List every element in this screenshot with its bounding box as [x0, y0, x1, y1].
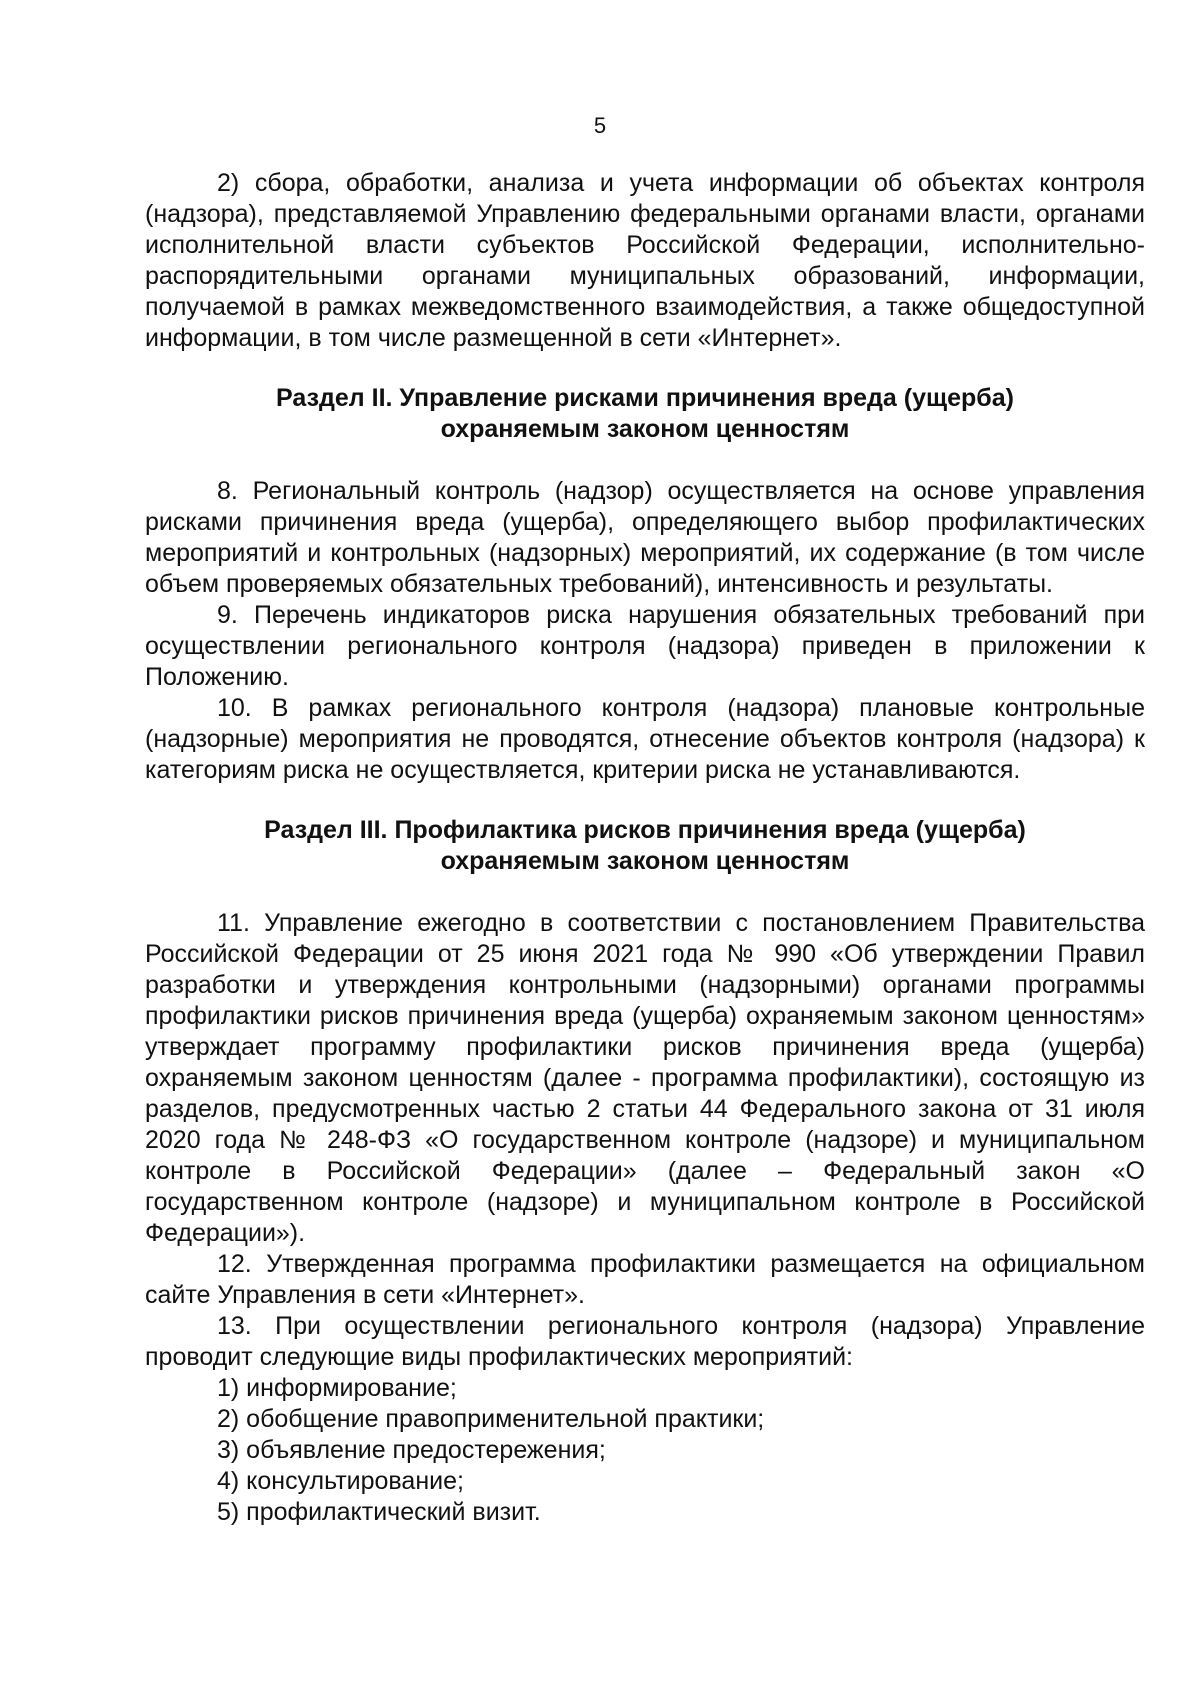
paragraph-13: 13. При осуществлении регионального контроля (надзора) Управление проводит следующие виды профилактических мероприятий:	[145, 1312, 1145, 1371]
intro-paragraph: 2) сбора, обработки, анализа и учета информации об объектах контроля (надзора), представляемой Управлению федеральными органами власти, органами исполнительной власти субъектов Российской Федерации, исполнительно-распорядительными органами муниципальных образований, информации, получаемой в рамках межведомственного взаимодействия, а также общедоступной информации, в том числе размещенной в сети «Интернет».	[145, 169, 1145, 352]
list-item-5: 5) профилактический визит.	[217, 1498, 541, 1526]
paragraph-12: 12. Утвержденная программа профилактики размещается на официальном сайте Управления в сети «Интернет».	[145, 1250, 1145, 1309]
list-item-2: 2) обобщение правоприменительной практики;	[217, 1405, 765, 1433]
paragraph-11: 11. Управление ежегодно в соответствии с постановлением Правительства Российской Федерации от 25 июня 2021 года № 990 «Об утверждении Правил разработки и утверждения контрольными (надзорными) органами программы профилактики рисков причинения вреда (ущерба) охраняемым законом ценностям» утверждает программу профилактики рисков причинения вреда (ущерба) охраняемым законом ценностям (далее - программа профилактики), состоящую из разделов, предусмотренных частью 2 статьи 44 Федерального закона от 31 июля 2020 года № 248-ФЗ «О государственном контроле (надзоре) и муниципальном контроле в Российской Федерации» (далее – Федеральный закон «О государственном контроле (надзоре) и муниципальном контроле в Российской Федерации»).	[145, 909, 1145, 1247]
section-2-title	[145, 383, 1145, 445]
section-2-title-line-2: охраняемым законом ценностям	[440, 415, 850, 443]
section-3-title-line-2: охраняемым законом ценностям	[440, 847, 850, 875]
paragraph-10: 10. В рамках регионального контроля (надзора) плановые контрольные (надзорные) мероприятия не проводятся, отнесение объектов контроля (надзора) к категориям риска не осуществляется, критерии риска не устанавливаются.	[145, 694, 1145, 784]
document-body	[145, 168, 1145, 1528]
section-2-title-line-1: Раздел II. Управление рисками причинения вреда (ущерба)	[276, 384, 1014, 412]
list-item-4: 4) консультирование;	[217, 1467, 464, 1495]
section-3-title-line-1: Раздел III. Профилактика рисков причинения вреда (ущерба)	[264, 816, 1026, 844]
list-item-1: 1) информирование;	[217, 1374, 457, 1402]
section-3-title	[145, 815, 1145, 877]
page-number: 5	[593, 113, 607, 138]
list-item-3: 3) объявление предостережения;	[217, 1436, 606, 1464]
paragraph-8: 8. Региональный контроль (надзор) осуществляется на основе управления рисками причинения вреда (ущерба), определяющего выбор профилактических мероприятий и контрольных (надзорных) мероприятий, их содержание (в том числе объем проверяемых обязательных требований), интенсивность и результаты.	[145, 477, 1145, 598]
paragraph-9: 9. Перечень индикаторов риска нарушения обязательных требований при осуществлении регионального контроля (надзора) приведен в приложении к Положению.	[145, 601, 1145, 691]
